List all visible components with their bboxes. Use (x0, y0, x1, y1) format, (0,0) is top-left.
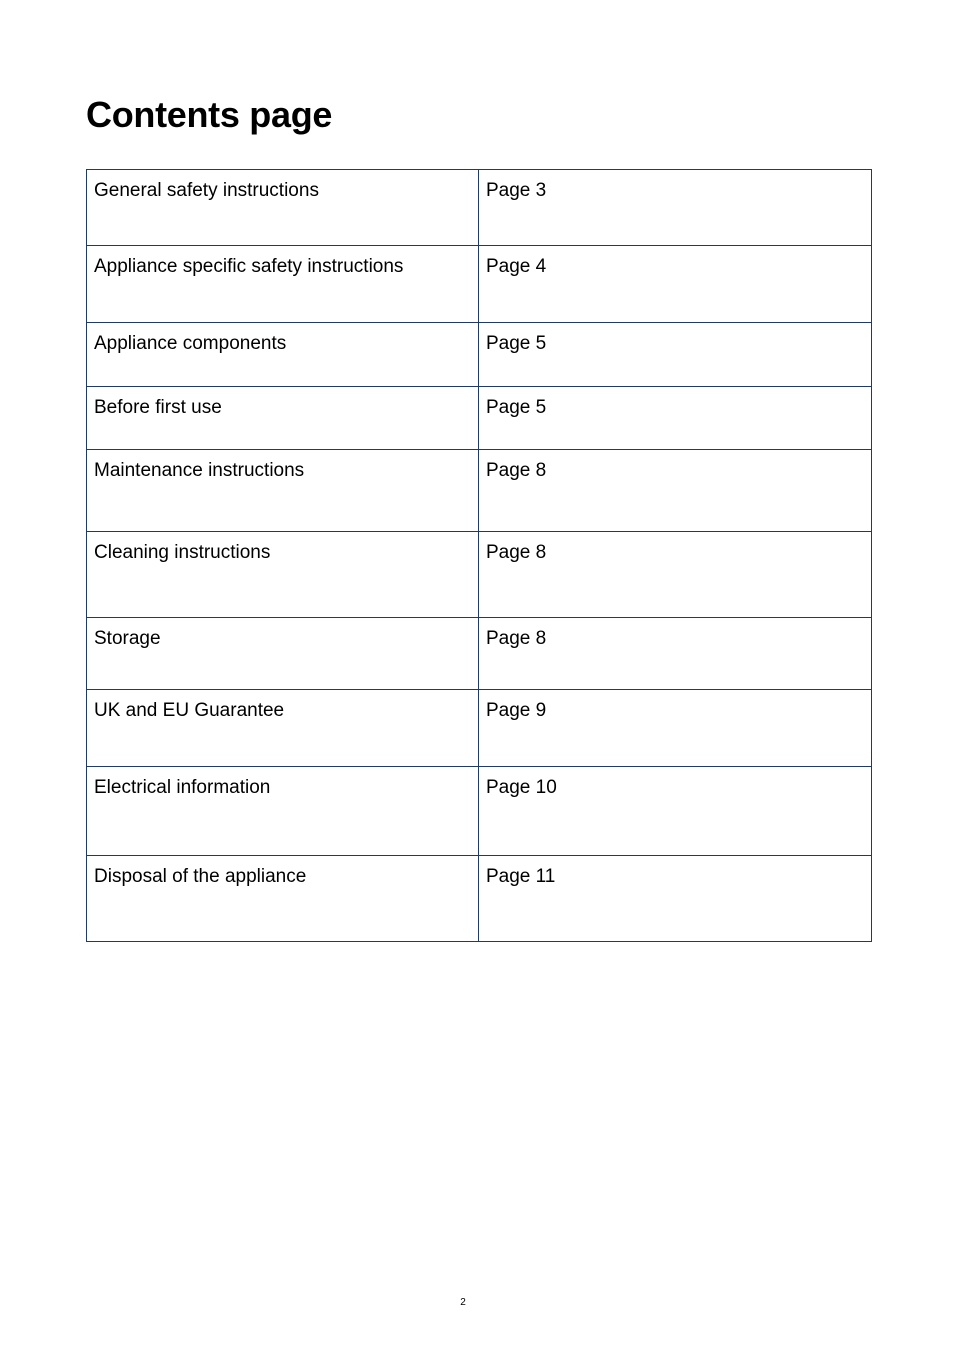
table-row (87, 618, 872, 690)
section-title-cell: Cleaning instructions (87, 532, 479, 618)
page-reference-cell: Page 4 (479, 246, 872, 323)
section-title-cell: Appliance components (87, 323, 479, 387)
page-reference-cell: Page 5 (479, 323, 872, 387)
table-row (87, 170, 872, 246)
page-reference-cell: Page 8 (479, 532, 872, 618)
page-title: Contents page (86, 94, 333, 135)
page-reference-cell: Page 8 (479, 618, 872, 690)
section-title-cell: Appliance specific safety instructions (87, 246, 479, 323)
table-row (87, 767, 872, 856)
page-reference-cell: Page 10 (479, 767, 872, 856)
section-title-cell: Maintenance instructions (87, 450, 479, 532)
section-title-cell: Electrical information (87, 767, 479, 856)
table-row (87, 323, 872, 387)
table-row (87, 450, 872, 532)
section-title-cell: UK and EU Guarantee (87, 690, 479, 767)
page-reference-cell: Page 11 (479, 856, 872, 942)
page-reference-cell: Page 8 (479, 450, 872, 532)
page-reference-cell: Page 9 (479, 690, 872, 767)
table-row (87, 690, 872, 767)
section-title-cell: Storage (87, 618, 479, 690)
section-title-cell: Disposal of the appliance (87, 856, 479, 942)
page-reference-cell: Page 5 (479, 387, 872, 450)
page-number: 2 (460, 1297, 466, 1308)
table-row (87, 532, 872, 618)
page-reference-cell: Page 3 (479, 170, 872, 246)
table-row (87, 246, 872, 323)
contents-table (86, 169, 872, 942)
table-row (87, 856, 872, 942)
section-title-cell: General safety instructions (87, 170, 479, 246)
table-row (87, 387, 872, 450)
section-title-cell: Before first use (87, 387, 479, 450)
